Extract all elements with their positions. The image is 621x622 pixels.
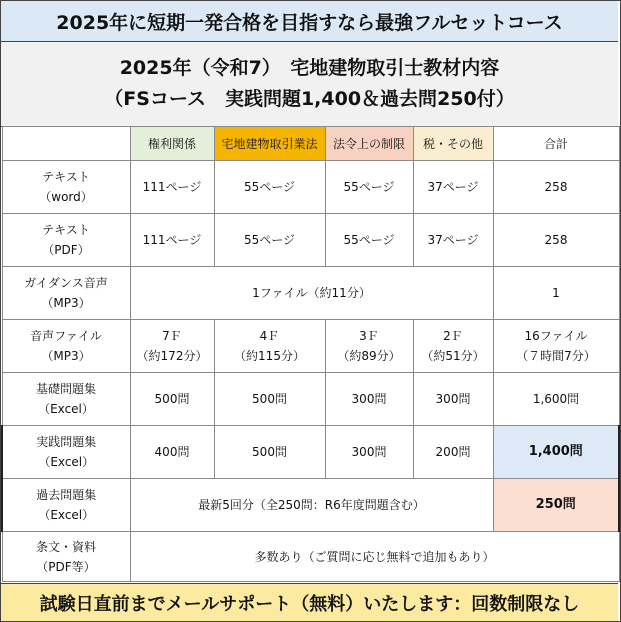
cell-rights: 111ページ	[130, 161, 214, 214]
cell-total: 1	[493, 267, 619, 320]
table-row	[2, 161, 619, 214]
table-row	[2, 267, 619, 320]
cell-legal-restrictions: 300問	[325, 426, 413, 479]
cell-business-law: 55ページ	[214, 161, 325, 214]
row-label: 過去問題集 （Excel）	[2, 479, 130, 532]
cell-legal-restrictions: 3Ｆ （約89分）	[325, 320, 413, 373]
cell-total-highlight: 1,400問	[493, 426, 619, 479]
table-row-highlight	[2, 479, 619, 532]
row-label: テキスト （word）	[2, 161, 130, 214]
bottom-banner-text: 試験日直前までメールサポート（無料）いたします：回数制限なし	[39, 593, 580, 615]
cell-tax-other: 300問	[413, 373, 493, 426]
cell-legal-restrictions: 55ページ	[325, 214, 413, 267]
cell-tax-other: 37ページ	[413, 161, 493, 214]
top-banner-text: 2025年に短期一発合格を目指すなら最強フルセットコース	[56, 11, 563, 34]
row-label: 基礎問題集 （Excel）	[2, 373, 130, 426]
cell-tax-other: 37ページ	[413, 214, 493, 267]
row-label: 音声ファイル （MP3）	[2, 320, 130, 373]
materials-table	[1, 126, 620, 582]
cell-total: 16ファイル （７時間7分）	[493, 320, 619, 373]
row-label: 実践問題集 （Excel）	[2, 426, 130, 479]
row-label: 条文・資料 （PDF等）	[2, 532, 130, 582]
cell-tax-other: 200問	[413, 426, 493, 479]
cell-tax-other: 2Ｆ （約51分）	[413, 320, 493, 373]
cell-total: 1,600問	[493, 373, 619, 426]
top-banner	[1, 1, 618, 42]
cell-rights: 500問	[130, 373, 214, 426]
table-row	[2, 214, 619, 267]
cell-rights: 400問	[130, 426, 214, 479]
cell-total: 258	[493, 214, 619, 267]
cell-legal-restrictions: 300問	[325, 373, 413, 426]
cell-business-law: 55ページ	[214, 214, 325, 267]
bottom-banner	[1, 583, 618, 621]
table-row	[2, 320, 619, 373]
cell-legal-restrictions: 55ページ	[325, 161, 413, 214]
cell-total: 258	[493, 161, 619, 214]
title-line-1: 2025年（令和7） 宅地建物取引士教材内容	[119, 57, 500, 79]
cell-merged: 最新5回分（全250問：R6年度問題含む）	[130, 479, 493, 532]
cell-rights: 111ページ	[130, 214, 214, 267]
title-line-2: （FSコース 実践問題1,400＆過去問250付）	[104, 88, 515, 110]
cell-merged: 1ファイル（約11分）	[130, 267, 493, 320]
header-row	[2, 127, 619, 161]
header-legal-restrictions: 法令上の制限	[325, 127, 413, 161]
cell-total-highlight: 250問	[493, 479, 619, 532]
header-business-law: 宅地建物取引業法	[214, 127, 325, 161]
row-label: テキスト （PDF）	[2, 214, 130, 267]
cell-business-law: 500問	[214, 426, 325, 479]
cell-business-law: 4Ｆ （約115分）	[214, 320, 325, 373]
header-blank	[2, 127, 130, 161]
row-label: ガイダンス音声 （MP3）	[2, 267, 130, 320]
header-total: 合計	[493, 127, 619, 161]
table-row-highlight	[2, 426, 619, 479]
table-row	[2, 373, 619, 426]
table-row	[2, 532, 619, 582]
cell-business-law: 500問	[214, 373, 325, 426]
cell-rights: 7Ｆ （約172分）	[130, 320, 214, 373]
title-block	[1, 42, 618, 127]
cell-merged: 多数あり（ご質問に応じ無料で追加もあり）	[130, 532, 619, 582]
header-rights: 権利関係	[130, 127, 214, 161]
header-tax-other: 税・その他	[413, 127, 493, 161]
